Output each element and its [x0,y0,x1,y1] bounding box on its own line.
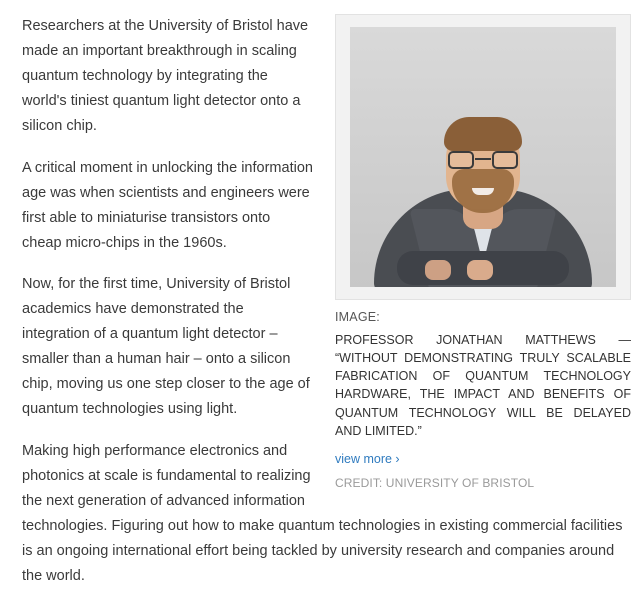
article-paragraph-1: Researchers at the University of Bristol have made an important breakthrough in scaling quantum technology by integrating the world's tiniest quantum light detector onto a silicon chip. [22,18,309,134]
portrait-smile [472,188,494,195]
article-paragraph-3: Now, for the first time, University of Bristol academics have demonstrated the integration of a quantum light detector – smaller than a human hair – onto a silicon chip, moving us one step closer to the age of quantum technologies using light. [22,276,310,418]
article-figure [335,14,631,490]
image-label: IMAGE: [335,310,380,324]
glasses-icon [448,151,518,169]
portrait-hand-right [425,260,451,280]
article-paragraph-2: A critical moment in unlocking the information age was when scientists and engineers were first able to miniaturise transistors onto cheap micro-chips in the 1960s. [22,159,313,251]
view-more-link[interactable]: view more › [335,451,400,466]
portrait-photo [350,27,616,287]
caption-text: PROFESSOR JONATHAN MATTHEWS — “WITHOUT DEMONSTRATING TRULY SCALABLE FABRICATION OF QUANTUM TECHNOLOGY HARDWARE, THE IMPACT AND BENEFITS OF QUANTUM TECHNOLOGY WILL BE DELAYED AND LIMITED.” [335,333,631,438]
figure-image-frame [335,14,631,300]
glasses-lens-left [448,151,474,169]
portrait-hair [444,117,522,151]
image-credit: CREDIT: UNIVERSITY OF BRISTOL [335,475,535,490]
portrait-hand-left [467,260,493,280]
article-paragraph-4: Making high performance electronics and photonics at scale is fundamental to realizing the next generation of advanced information technologies. Figuring out how to make quantum technologies in existing commercial facilities is an ongoing international effort being tackled by university research and companies around the world. [22,443,623,584]
glasses-bridge [475,158,491,160]
glasses-lens-right [492,151,518,169]
figure-caption-block [335,300,631,490]
